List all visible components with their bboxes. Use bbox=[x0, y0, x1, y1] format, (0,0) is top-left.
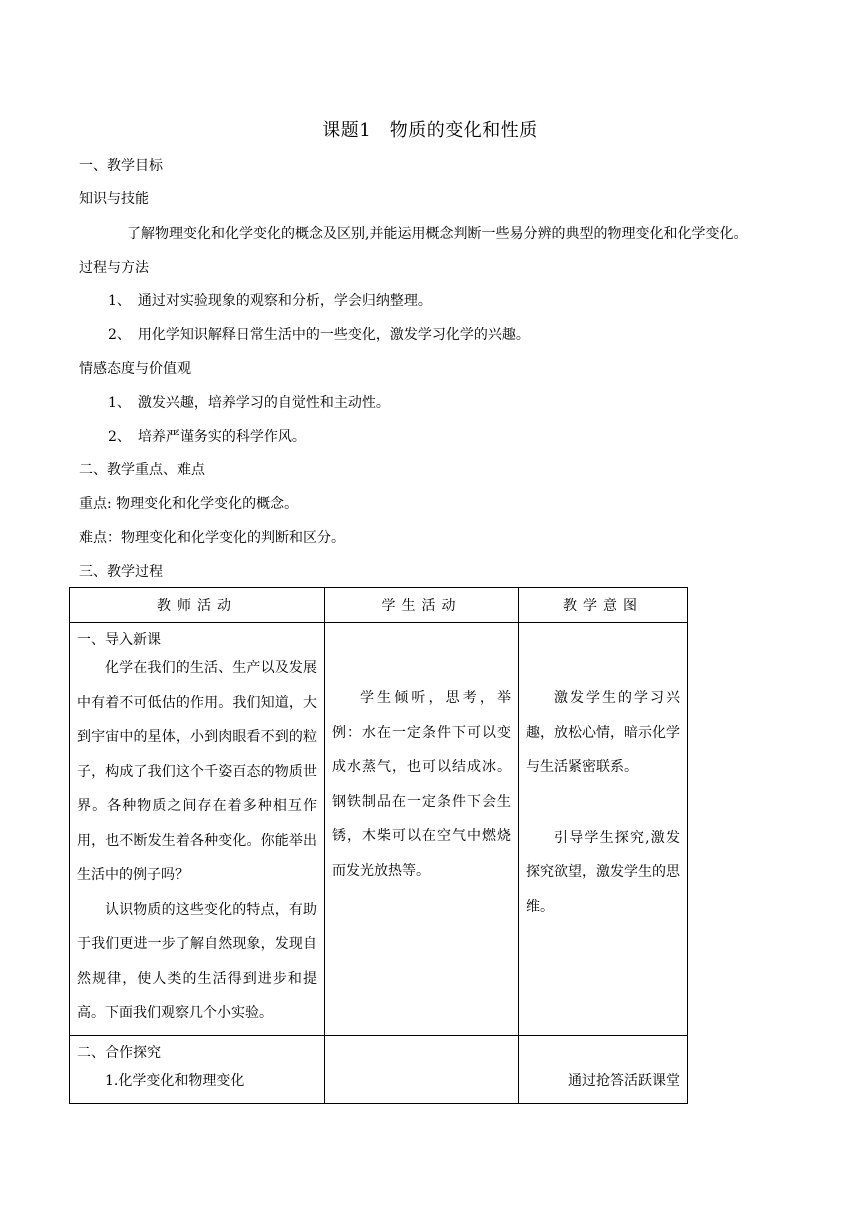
header-teacher-activity: 教师活动 bbox=[70, 588, 325, 623]
section-heading-objectives: 一、教学目标 bbox=[79, 158, 163, 174]
teaching-intent-cell bbox=[519, 623, 688, 1036]
emotion-item: 1、 激发兴趣，培养学习的自觉性和主动性。 bbox=[108, 395, 390, 411]
student-paragraph: 学生倾听，思考，举例：水在一定条件下可以变成水蒸气，也可以结成冰。钢铁制品在一定条件下会生锈，木柴可以在空气中燃烧而发光放热等。 bbox=[332, 690, 511, 879]
student-text bbox=[325, 1036, 518, 1046]
process-item: 2、 用化学知识解释日常生活中的一些变化，激发学习化学的兴趣。 bbox=[108, 327, 530, 343]
table-header-row bbox=[70, 588, 688, 623]
teacher-subheading: 1.化学变化和物理变化 bbox=[105, 1072, 245, 1089]
knowledge-text: 了解物理变化和化学变化的概念及区别,并能运用概念判断一些易分辨的典型的物理变化和化学变化。 bbox=[127, 226, 748, 242]
process-item: 1、 通过对实验现象的观察和分析，学会归纳整理。 bbox=[108, 293, 432, 309]
emotion-item: 2、 培养严谨务实的科学作风。 bbox=[108, 429, 306, 445]
teaching-intent-cell bbox=[519, 1035, 688, 1103]
row-heading: 一、导入新课 bbox=[77, 632, 161, 648]
row-heading: 二、合作探究 bbox=[77, 1044, 161, 1061]
subheading-emotion: 情感态度与价值观 bbox=[79, 361, 191, 377]
table-row bbox=[70, 623, 688, 1036]
subheading-process: 过程与方法 bbox=[79, 260, 149, 276]
intent-paragraph: 通过抢答活跃课堂 bbox=[568, 1072, 680, 1089]
key-point: 重点: 物理变化和化学变化的概念。 bbox=[79, 496, 299, 512]
section-heading-key-points: 二、教学重点、难点 bbox=[79, 462, 205, 478]
section-heading-process: 三、教学过程 bbox=[79, 564, 163, 580]
lesson-plan-table bbox=[69, 587, 688, 1104]
student-activity-cell bbox=[325, 623, 519, 1036]
subheading-knowledge: 知识与技能 bbox=[79, 191, 149, 207]
difficult-point: 难点：物理变化和化学变化的判断和区分。 bbox=[79, 530, 345, 546]
table-row bbox=[70, 1035, 688, 1103]
teacher-paragraph: 认识物质的这些变化的特点，有助于我们更进一步了解自然现象，发现自然规律，使人类的生活得到进步和提高。下面我们观察几个小实验。 bbox=[77, 901, 317, 1021]
teacher-paragraph: 化学在我们的生活、生产以及发展中有着不可低估的作用。我们知道，大到宇宙中的星体，小到肉眼看不到的粒子，构成了我们这个千姿百态的物质世界。各种物质之间存在着多种相互作用，也不断发生着各种变化。你能举出生活中的例子吗？ bbox=[77, 660, 317, 883]
header-student-activity: 学生活动 bbox=[325, 588, 519, 623]
intent-paragraph: 激发学生的学习兴趣，放松心情，暗示化学与生活紧密联系。 bbox=[526, 690, 680, 775]
student-activity-cell bbox=[325, 1035, 519, 1103]
teacher-activity-cell bbox=[70, 1035, 325, 1103]
page-title: 课题1 物质的变化和性质 bbox=[322, 120, 538, 141]
intent-paragraph: 引导学生探究,激发探究欲望，激发学生的思维。 bbox=[526, 829, 680, 915]
header-teaching-intent: 教学意图 bbox=[519, 588, 688, 623]
teacher-activity-cell bbox=[70, 623, 325, 1036]
